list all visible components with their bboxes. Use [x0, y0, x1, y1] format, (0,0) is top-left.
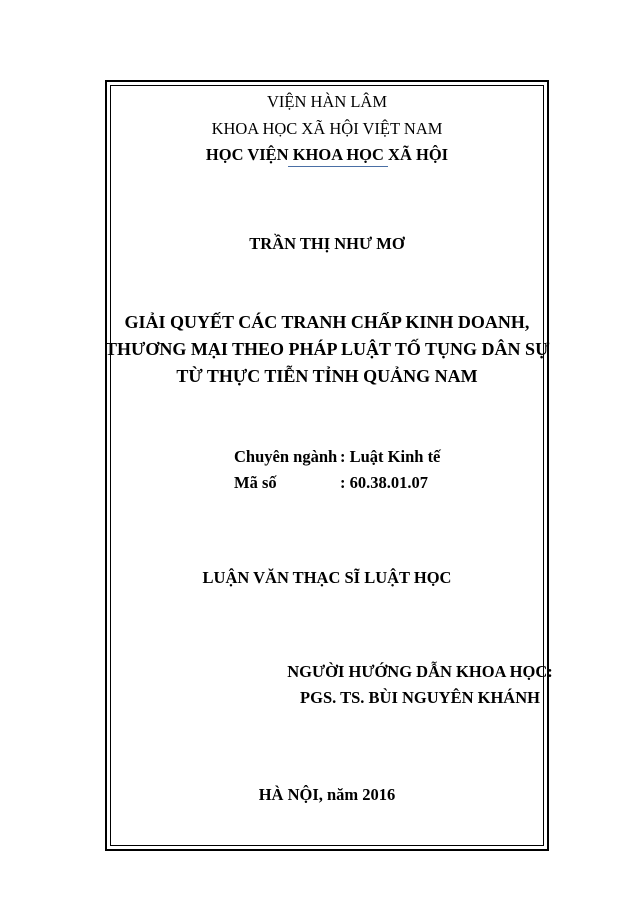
- advisor-name: PGS. TS. BÙI NGUYÊN KHÁNH: [300, 688, 540, 707]
- code-row: [234, 473, 428, 493]
- institution-line-2: KHOA HỌC XÃ HỘI VIỆT NAM: [211, 119, 443, 138]
- author-name: TRẦN THỊ NHƯ MƠ: [249, 234, 405, 253]
- institution-line-3: HỌC VIỆN KHOA HỌC XÃ HỘI: [205, 145, 449, 164]
- thesis-title-line-3: TỪ THỰC TIỄN TỈNH QUẢNG NAM: [176, 366, 478, 386]
- major-value: : Luật Kinh tế: [340, 447, 441, 466]
- code-label: Mã số: [234, 473, 277, 492]
- advisor-label: NGƯỜI HƯỚNG DẪN KHOA HỌC:: [287, 662, 553, 681]
- place-and-year: HÀ NỘI, năm 2016: [258, 785, 396, 804]
- header-underline: [288, 166, 388, 167]
- thesis-title-line-1: GIẢI QUYẾT CÁC TRANH CHẤP KINH DOANH,: [124, 312, 530, 332]
- code-value: : 60.38.01.07: [340, 473, 428, 492]
- degree-type: LUẬN VĂN THẠC SĨ LUẬT HỌC: [202, 568, 452, 587]
- institution-line-1: VIỆN HÀN LÂM: [266, 92, 388, 111]
- major-row: [234, 447, 440, 467]
- major-label: Chuyên ngành: [234, 447, 338, 466]
- thesis-title-line-2: THƯƠNG MẠI THEO PHÁP LUẬT TỐ TỤNG DÂN SỰ: [105, 339, 550, 359]
